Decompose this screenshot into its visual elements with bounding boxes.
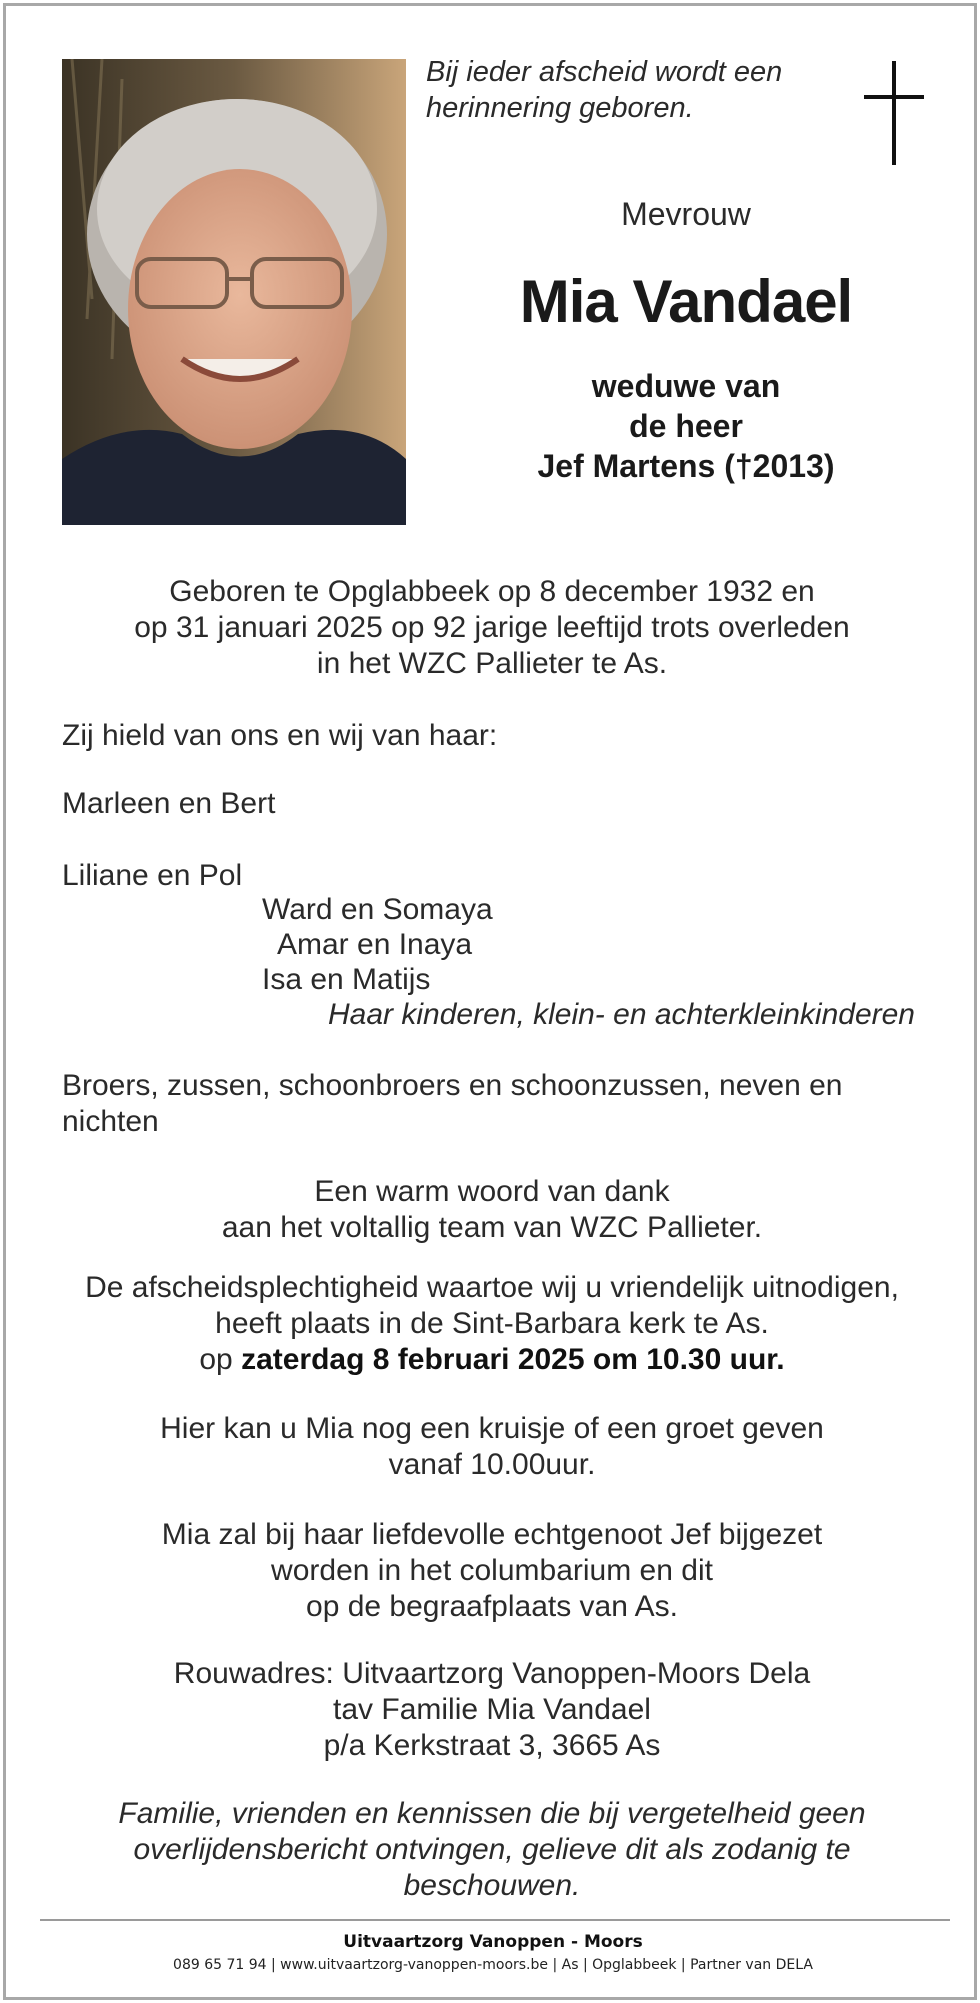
visit-line-2: vanaf 10.00uur. — [388, 1448, 596, 1481]
portrait-photo — [62, 59, 406, 525]
relatives-line-2: nichten — [62, 1105, 159, 1138]
notice-line-2: overlijdensbericht ontvingen, gelieve dit als zodanig te — [133, 1833, 851, 1866]
obituary-card — [3, 3, 977, 2000]
ceremony-date-prefix: op — [199, 1343, 242, 1376]
ceremony-line-1: De afscheidsplechtigheid waartoe wij u vriendelijk uitnodigen, — [85, 1271, 899, 1304]
spouse-line-1: weduwe van — [591, 368, 781, 404]
notice-line-1: Familie, vrienden en kennissen die bij vergetelheid geen — [118, 1797, 866, 1830]
burial-line-3: op de begraafplaats van As. — [306, 1590, 678, 1623]
footer-info: 089 65 71 94 | www.uitvaartzorg-vanoppen-moors.be | As | Opglabbeek | Partner van DELA — [173, 1957, 813, 1973]
notice-text — [62, 1796, 922, 1904]
birth-death-info — [62, 574, 922, 682]
thanks — [62, 1174, 922, 1246]
visit-line-1: Hier kan u Mia nog een kruisje of een groet geven — [160, 1412, 824, 1445]
ceremony-line-2: heeft plaats in de Sint-Barbara kerk te As. — [215, 1307, 769, 1340]
burial-line-2: worden in het columbarium en dit — [271, 1554, 713, 1587]
address-line-3: p/a Kerkstraat 3, 3665 As — [323, 1729, 661, 1762]
grandchild-1: Ward en Somaya — [262, 893, 493, 926]
grandchild-2: Amar en Inaya — [277, 928, 473, 961]
ceremony-info — [62, 1270, 922, 1378]
salutation: Mevrouw — [621, 196, 751, 232]
deceased-header — [476, 196, 896, 486]
mourning-address — [62, 1656, 922, 1764]
relatives-line-1: Broers, zussen, schoonbroers en schoonzussen, neven en — [62, 1069, 843, 1102]
relatives — [62, 1068, 922, 1140]
love-line: Zij hield van ons en wij van haar: — [62, 719, 498, 752]
deceased-name: Mia Vandael — [519, 268, 853, 335]
grandchild-3: Isa en Matijs — [262, 963, 431, 996]
thanks-line-2: aan het voltallig team van WZC Pallieter. — [221, 1211, 763, 1244]
family-liliane: Liliane en Pol — [62, 859, 243, 892]
motto-line-2: herinnering geboren. — [426, 92, 694, 124]
cross-icon — [864, 61, 924, 165]
visit-info — [62, 1411, 922, 1483]
motto-line-1: Bij ieder afscheid wordt een — [426, 56, 783, 88]
thanks-line-1: Een warm woord van dank — [314, 1175, 670, 1208]
spouse-info — [476, 366, 896, 486]
ceremony-date-line — [62, 1342, 922, 1378]
ceremony-date: zaterdag 8 februari 2025 om 10.30 uur. — [241, 1343, 785, 1376]
notice-line-3: beschouwen. — [403, 1869, 581, 1902]
family-marleen: Marleen en Bert — [62, 787, 276, 820]
birth-line-2: op 31 januari 2025 op 92 jarige leeftijd trots overleden — [134, 611, 850, 644]
footer-company: Uitvaartzorg Vanoppen - Moors — [343, 1932, 643, 1952]
spouse-line-3: Jef Martens (†2013) — [537, 448, 835, 484]
footer-divider — [40, 1919, 950, 1921]
spouse-line-2: de heer — [629, 408, 743, 444]
burial-info — [62, 1517, 922, 1625]
address-line-2: tav Familie Mia Vandael — [333, 1693, 651, 1726]
birth-line-3: in het WZC Pallieter te As. — [316, 647, 668, 680]
burial-line-1: Mia zal bij haar liefdevolle echtgenoot Jef bijgezet — [161, 1518, 823, 1551]
birth-line-1: Geboren te Opglabbeek op 8 december 1932 en — [169, 575, 815, 608]
motto-text — [426, 54, 846, 126]
children-caption: Haar kinderen, klein- en achterkleinkinderen — [328, 998, 915, 1031]
address-line-1: Rouwadres: Uitvaartzorg Vanoppen-Moors Dela — [173, 1657, 811, 1690]
